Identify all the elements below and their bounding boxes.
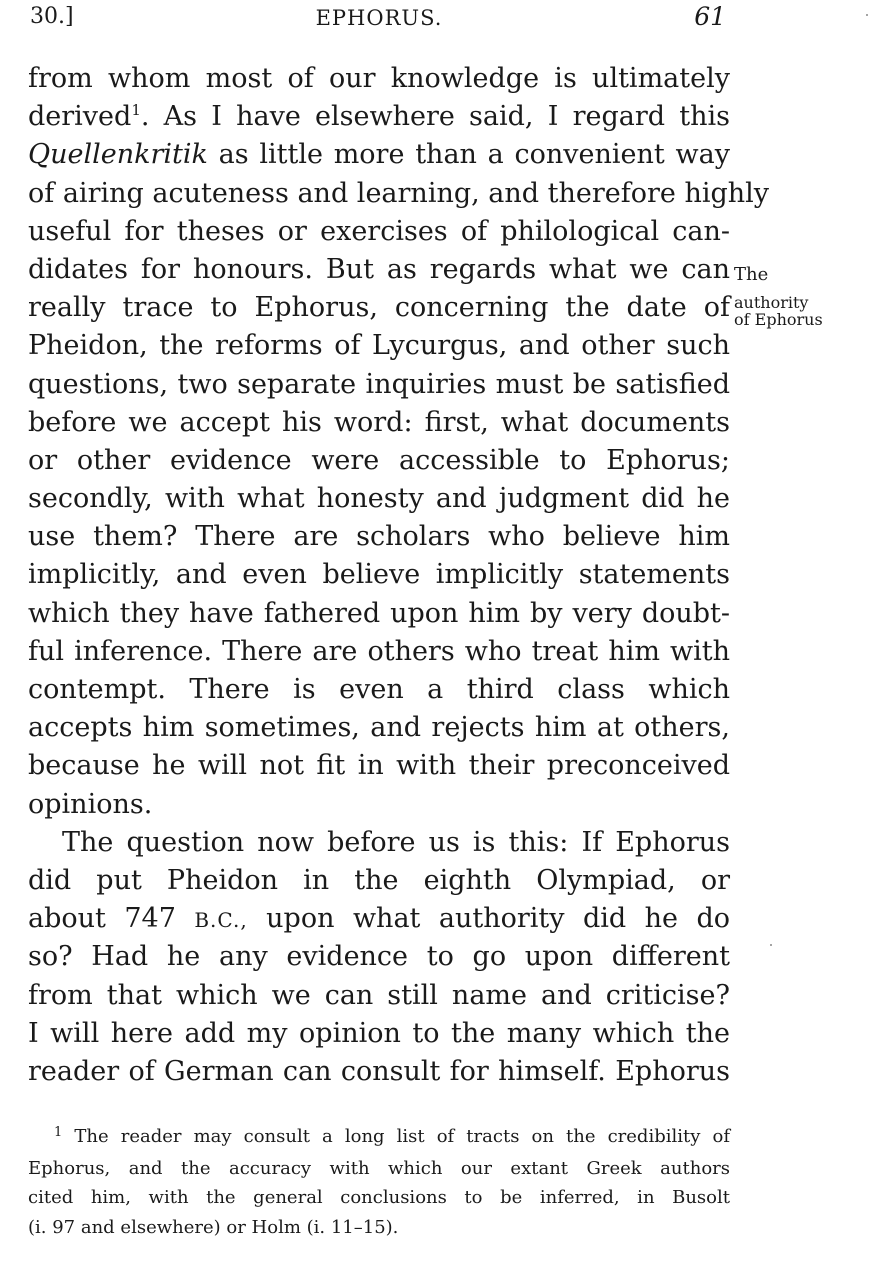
- text-line: opinions.: [28, 788, 153, 820]
- text-line: Pheidon, the reforms of Lycurgus, and other such: [28, 330, 730, 362]
- text-line: did put Pheidon in the eighth Olympiad, or: [28, 864, 730, 896]
- marginal-line: of Ephorus: [734, 310, 823, 329]
- marginal-note: [734, 264, 864, 328]
- text-line: The question now before us is this: If Ephorus: [62, 826, 730, 858]
- text-line: derived$^1$. As I have elsewhere said, I regard this: [28, 101, 730, 133]
- text-line: reader of German can consult for himself. Ephorus: [28, 1055, 730, 1087]
- text-line: useful for theses or exercises of philological can-: [28, 215, 730, 247]
- text-line: so? Had he any evidence to go upon different: [28, 941, 730, 973]
- text-line: questions, two separate inquiries must be satisfied: [28, 368, 730, 400]
- text-line: secondly, with what honesty and judgment did he: [28, 483, 730, 515]
- text-line: of airing acuteness and learning, and therefore highly: [28, 177, 770, 209]
- footnote-reference[interactable]: 1: [131, 101, 141, 120]
- footnote-line: cited him, with the general conclusions to be inferred, in Busolt: [28, 1187, 730, 1208]
- marginal-line: The: [734, 264, 769, 285]
- text-line: before we accept his word: first, what documents: [28, 406, 730, 438]
- scan-speck: [866, 14, 868, 16]
- text-line: because he will not fit in with their preconceived: [28, 750, 730, 782]
- running-header: [30, 4, 728, 36]
- footnote-line: $^1$ The reader may consult a long list of tracts on the credibility of: [54, 1125, 730, 1147]
- footnote-mark: 1: [54, 1125, 63, 1140]
- text-line: I will here add my opinion to the many which the: [28, 1017, 730, 1049]
- footnote-line: Ephorus, and the accuracy with which our extant Greek authors: [28, 1157, 730, 1179]
- section-number: 30.]: [30, 4, 74, 29]
- italic-term: Quellenkritik: [28, 139, 208, 171]
- text-line: which they have fathered upon him by very doubt-: [28, 597, 730, 629]
- text-line: Quellenkritik as little more than a convenient way: [28, 139, 730, 171]
- body-text: [28, 60, 770, 1091]
- text-line: didates for honours. But as regards what we can: [28, 253, 730, 285]
- running-title: EPHORUS.: [315, 6, 443, 30]
- text-line: implicitly, and even believe implicitly statements: [28, 559, 730, 591]
- text-line: use them? There are scholars who believe him: [28, 521, 730, 553]
- text-line: or other evidence were accessible to Ephorus;: [28, 444, 730, 476]
- text-line: from that which we can still name and criticise?: [28, 979, 730, 1011]
- text-line: ful inference. There are others who treat him with: [28, 635, 730, 667]
- scan-speck: [770, 944, 772, 946]
- text-line: accepts him sometimes, and rejects him at others,: [28, 712, 730, 744]
- marginal-line: authority: [734, 293, 809, 312]
- footnote: [28, 1122, 730, 1242]
- page-number: 61: [694, 2, 726, 31]
- small-caps-era: B.C.,: [194, 908, 248, 933]
- text-line: about 747 B.C., upon what authority did he do: [28, 903, 730, 935]
- text-line: really trace to Ephorus, concerning the date of: [28, 292, 730, 324]
- text-line: contempt. There is even a third class which: [28, 674, 730, 705]
- text-line: from whom most of our knowledge is ultimately: [28, 63, 730, 94]
- footnote-line: (i. 97 and elsewhere) or Holm (i. 11–15).: [28, 1216, 399, 1238]
